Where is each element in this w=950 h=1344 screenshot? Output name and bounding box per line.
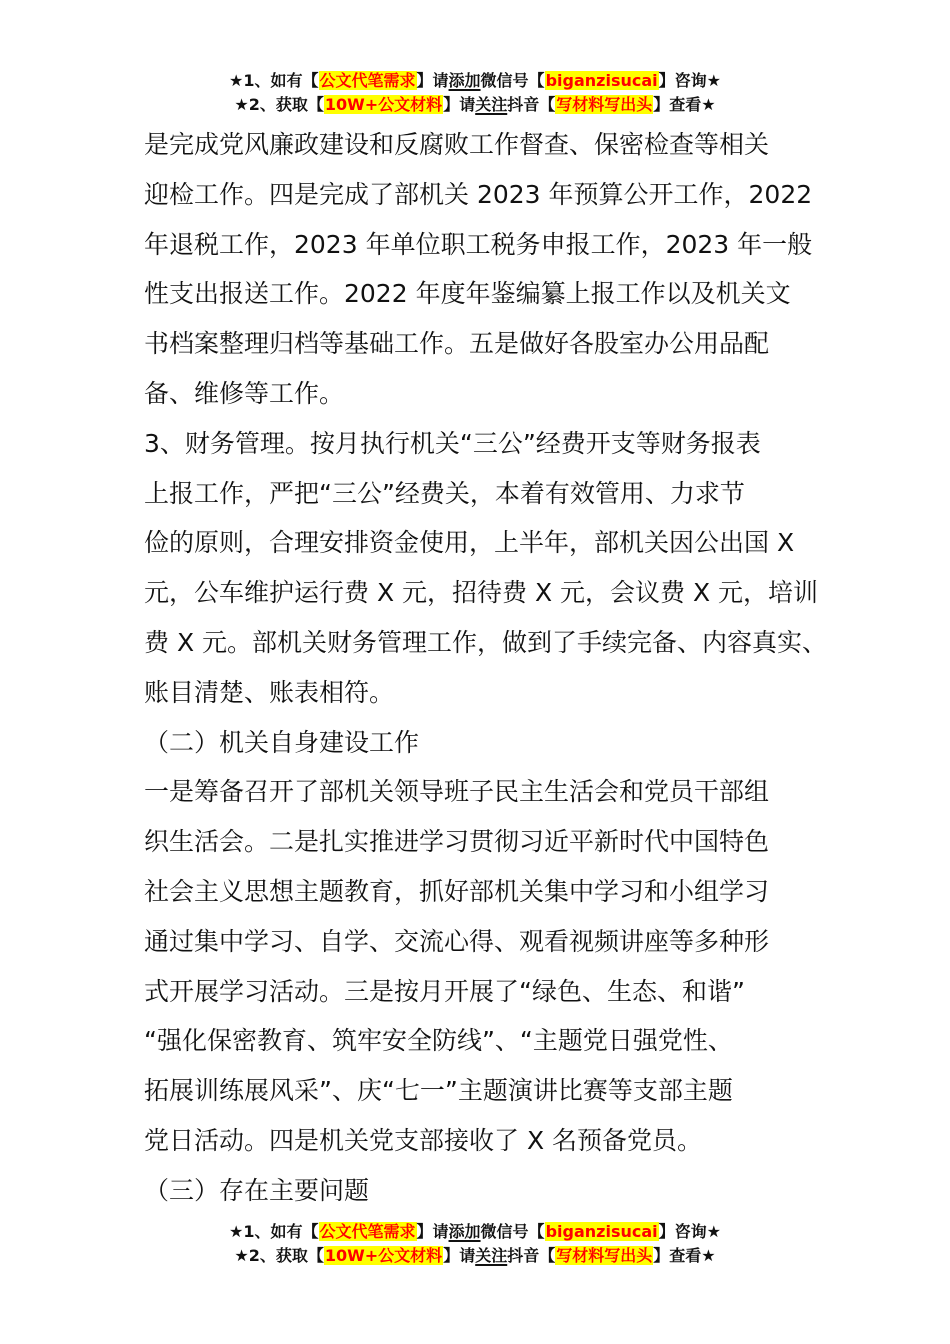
banner-line-1: [0, 69, 950, 93]
wechat-id-tag: biganzisucai: [545, 71, 658, 90]
banner-emphasis: 关注: [475, 95, 508, 114]
banner-text: 】咨询★: [658, 1222, 721, 1241]
banner-text: 】咨询★: [658, 71, 721, 90]
paragraph-line: “强化保密教育、筑牢安全防线”、“主题党日强党性、: [144, 1026, 733, 1056]
banner-line-2: [0, 1244, 950, 1268]
paragraph-line: 书档案整理归档等基础工作。五是做好各股室办公用品配: [144, 329, 770, 359]
paragraph-line: 社会主义思想主题教育，抓好部机关集中学习和小组学习: [144, 876, 770, 906]
paragraph-line: 是完成党风廉政建设和反腐败工作督查、保密检查等相关: [144, 130, 770, 159]
paragraph-line: 拓展训练展风采”、庆“七一”主题演讲比赛等支部主题: [144, 1076, 733, 1106]
paragraph-line: 党日活动。四是机关党支部接收了 X 名预备党员。: [144, 1125, 703, 1155]
banner-text: 】请: [416, 1222, 449, 1241]
highlight-tag: 公文代笔需求: [319, 1222, 416, 1241]
paragraph-line: 元，公车维护运行费 X 元，招待费 X 元，会议费 X 元，培训: [144, 578, 819, 608]
douyin-account-tag: 写材料写出头: [556, 1246, 653, 1265]
document-body: [144, 120, 828, 1216]
banner-text: 抖音【: [507, 1246, 556, 1265]
highlight-tag: 10W+公文材料: [324, 95, 443, 114]
banner-text: ★1、如有【: [229, 71, 319, 90]
paragraph-line: 账目清楚、账表相符。: [144, 677, 395, 707]
paragraph-line: 3、财务管理。按月执行机关“三公”经费开支等财务报表: [144, 428, 761, 458]
paragraph-line: 上报工作，严把“三公”经费关，本着有效管用、力求节: [144, 478, 745, 508]
paragraph-line: 性支出报送工作。2022 年度年鉴编纂上报工作以及机关文: [144, 279, 791, 309]
paragraph-line: 备、维修等工作。: [144, 378, 345, 408]
paragraph-line: 织生活会。二是扎实推进学习贯彻习近平新时代中国特色: [144, 827, 770, 857]
paragraph-line: 年退税工作，2023 年单位职工税务申报工作，2023 年一般: [144, 229, 813, 259]
banner-text: ★2、获取【: [234, 1246, 324, 1265]
banner-line-2: [0, 93, 950, 117]
highlight-tag: 公文代笔需求: [319, 71, 416, 90]
banner-text: 】请: [443, 1246, 476, 1265]
banner-text: 微信号【: [480, 1222, 545, 1241]
banner-emphasis: 关注: [475, 1246, 508, 1265]
highlight-tag: 10W+公文材料: [324, 1246, 443, 1265]
paragraph-line: 通过集中学习、自学、交流心得、观看视频讲座等多种形: [144, 926, 770, 956]
paragraph-line: 费 X 元。部机关财务管理工作，做到了手续完备、内容真实、: [144, 627, 828, 657]
paragraph-line: 一是筹备召开了部机关领导班子民主生活会和党员干部组: [144, 777, 770, 807]
banner-text: ★2、获取【: [234, 95, 324, 114]
paragraph-line: 式开展学习活动。三是按月开展了“绿色、生态、和谐”: [144, 976, 745, 1006]
banner-text: 微信号【: [480, 71, 545, 90]
section-heading: （二）机关自身建设工作: [144, 727, 420, 757]
banner-emphasis: 添加: [448, 71, 481, 90]
banner-text: 】查看★: [653, 95, 716, 114]
banner-text: 抖音【: [507, 95, 556, 114]
banner-text: 】查看★: [653, 1246, 716, 1265]
banner-emphasis: 添加: [448, 1222, 481, 1241]
promo-banner-bottom: [0, 1220, 950, 1268]
banner-text: 】请: [416, 71, 449, 90]
wechat-id-tag: biganzisucai: [545, 1222, 658, 1241]
banner-text: ★1、如有【: [229, 1222, 319, 1241]
banner-line-1: [0, 1220, 950, 1244]
paragraph-line: 俭的原则，合理安排资金使用，上半年，部机关因公出国 X: [144, 528, 795, 558]
douyin-account-tag: 写材料写出头: [556, 95, 653, 114]
paragraph-line: 迎检工作。四是完成了部机关 2023 年预算公开工作，2022: [144, 179, 813, 209]
promo-banner-top: [0, 69, 950, 117]
banner-text: 】请: [443, 95, 476, 114]
section-heading: （三）存在主要问题: [144, 1175, 370, 1205]
